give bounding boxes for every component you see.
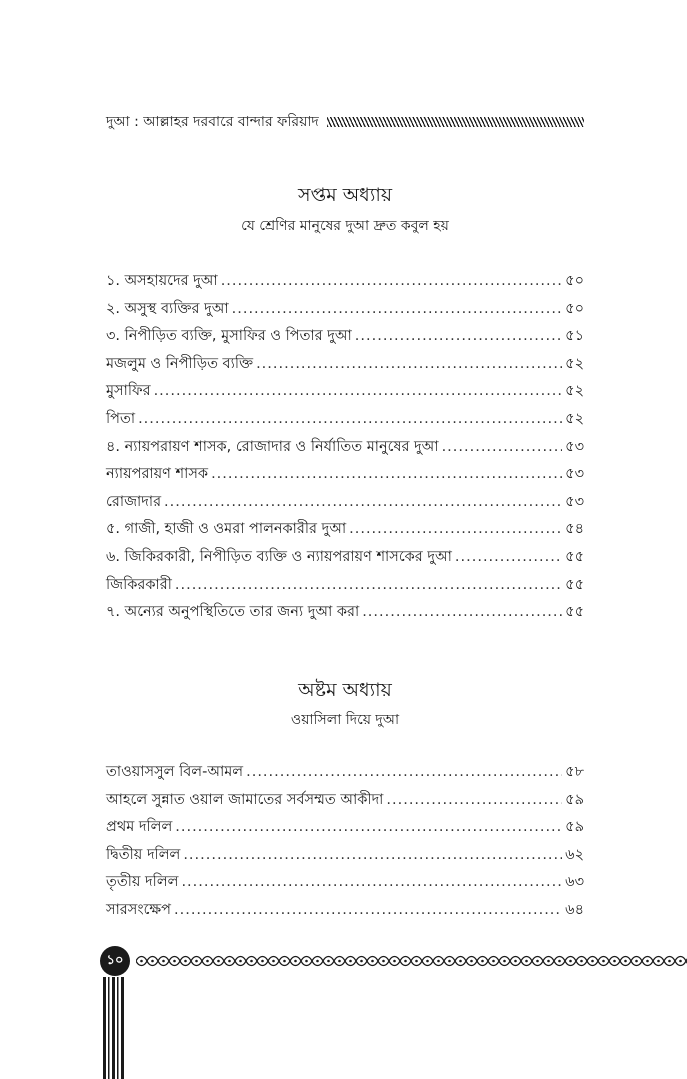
toc-entry-label: ২. অসুস্থ ব্যক্তির দুআ [106,300,229,317]
toc-entry-page: ৫৮ [565,764,584,780]
toc-entry-label: দ্বিতীয় দলিল [106,846,181,863]
toc-entry [106,572,584,600]
footer-band [100,944,687,978]
toc-entry-label: ৭. অন্যের অনুপস্থিতিতে তার জন্য দুআ করা [106,604,360,621]
toc-entry [106,759,584,787]
chapter-8-title: অষ্টম অধ্যায় [298,679,392,701]
toc-entry-page: ৫১ [565,328,584,345]
toc-entry-page: ৫২ [565,410,584,427]
toc-entry-page: ৫৫ [565,548,584,565]
chapter-8-toc-list [106,759,584,925]
chapter-8-subtitle: ওয়াসিলা দিয়ে দুআ [290,712,400,728]
toc-entry [106,461,584,489]
toc-entry-label: সারসংক্ষেপ [106,901,171,918]
toc-dot-leader [211,461,562,489]
toc-entry-page: ৫২ [565,383,584,400]
toc-entry [106,406,584,434]
toc-entry-page: ৫৩ [565,493,584,510]
toc-dot-leader [221,268,562,296]
toc-entry-label: পিতা [106,410,136,427]
toc-entry-page: ৬২ [565,846,584,863]
chapter-7-toc-list [106,268,584,627]
toc-entry-page: ৫৯ [565,819,584,836]
toc-entry [106,842,584,870]
toc-dot-leader [386,787,562,815]
toc-entry-page: ৬৪ [565,901,584,918]
toc-entry [106,489,584,517]
toc-dot-leader [174,897,562,925]
toc-entry [106,296,584,324]
toc-entry-label: ৪. ন্যায়পরায়ণ শাসক, রোজাদার ও নির্যাতিত মানুষের দুআ [106,438,439,455]
toc-dot-leader [256,351,562,379]
toc-entry-label: ৩. নিপীড়িত ব্যক্তি, মুসাফির ও পিতার দুআ [106,328,352,345]
toc-entry-label: ন্যায়পরায়ণ শাসক [106,466,209,483]
toc-entry-page: ৫৪ [565,521,584,538]
toc-dot-leader [175,814,562,842]
toc-entry [106,434,584,462]
chain-ornament [136,954,687,968]
toc-entry [106,897,584,925]
toc-entry-label: ১. অসহায়দের দুআ [106,273,218,289]
toc-dot-leader [349,516,562,544]
toc-dot-leader [246,759,562,787]
toc-entry-label: আহলে সুন্নাত ওয়াল জামাতের সর্বসম্মত আকীদা [106,791,384,808]
toc-entry-label: ৬. জিকিরকারী, নিপীড়িত ব্যক্তি ও ন্যায়পরায়ণ শাসকের দুআ [106,548,452,565]
toc-entry-page: ৫০ [565,273,584,289]
toc-entry [106,599,584,627]
toc-entry [106,378,584,406]
chapter-7-subtitle: যে শ্রেণির মানুষের দুআ দ্রুত কবুল হয় [241,218,449,234]
toc-dot-leader [183,842,562,870]
page-number-badge: ১০ [100,946,130,976]
toc-entry-label: প্রথম দলিল [106,819,173,836]
chapter-7-title: সপ্তম অধ্যায় [297,184,393,206]
toc-entry-page: ৫৯ [565,791,584,808]
toc-entry-page: ৫৫ [565,576,584,593]
toc-entry-label: তাওয়াসসুল বিল-আমল [106,764,244,780]
toc-entry-page: ৫৩ [565,438,584,455]
toc-dot-leader [154,378,563,406]
toc-entry-page: ৫০ [565,300,584,317]
toc-dot-leader [181,869,562,897]
toc-entry [106,516,584,544]
toc-entry-label: ৫. গাজী, হাজী ও ওমরা পালনকারীর দুআ [106,521,347,538]
toc-dot-leader [232,296,563,324]
toc-dot-leader [164,489,562,517]
spine-stripes-ornament [103,977,127,1079]
toc-entry [106,787,584,815]
toc-entry-label: তৃতীয় দলিল [106,874,179,891]
toc-entry-page: ৫৩ [565,466,584,483]
running-head [106,112,584,132]
running-head-hatch-ornament [327,117,584,127]
toc-dot-leader [442,434,563,462]
toc-entry [106,544,584,572]
toc-dot-leader [362,599,562,627]
toc-entry-label: মুসাফির [106,383,151,400]
running-head-title: দুআ : আল্লাহর দরবারে বান্দার ফরিয়াদ [106,114,319,130]
toc-dot-leader [355,323,562,351]
toc-dot-leader [175,572,562,600]
toc-entry-label: রোজাদার [106,493,162,510]
toc-entry-page: ৫২ [565,355,584,372]
toc-entry-label: মজলুম ও নিপীড়িত ব্যক্তি [106,355,254,372]
toc-entry [106,268,584,296]
toc-entry [106,323,584,351]
toc-dot-leader [455,544,562,572]
toc-dot-leader [138,406,562,434]
toc-entry [106,869,584,897]
toc-entry-page: ৬৩ [565,874,584,891]
toc-entry-label: জিকিরকারী [106,576,172,593]
toc-entry [106,351,584,379]
toc-entry [106,814,584,842]
toc-entry-page: ৫৫ [565,604,584,621]
